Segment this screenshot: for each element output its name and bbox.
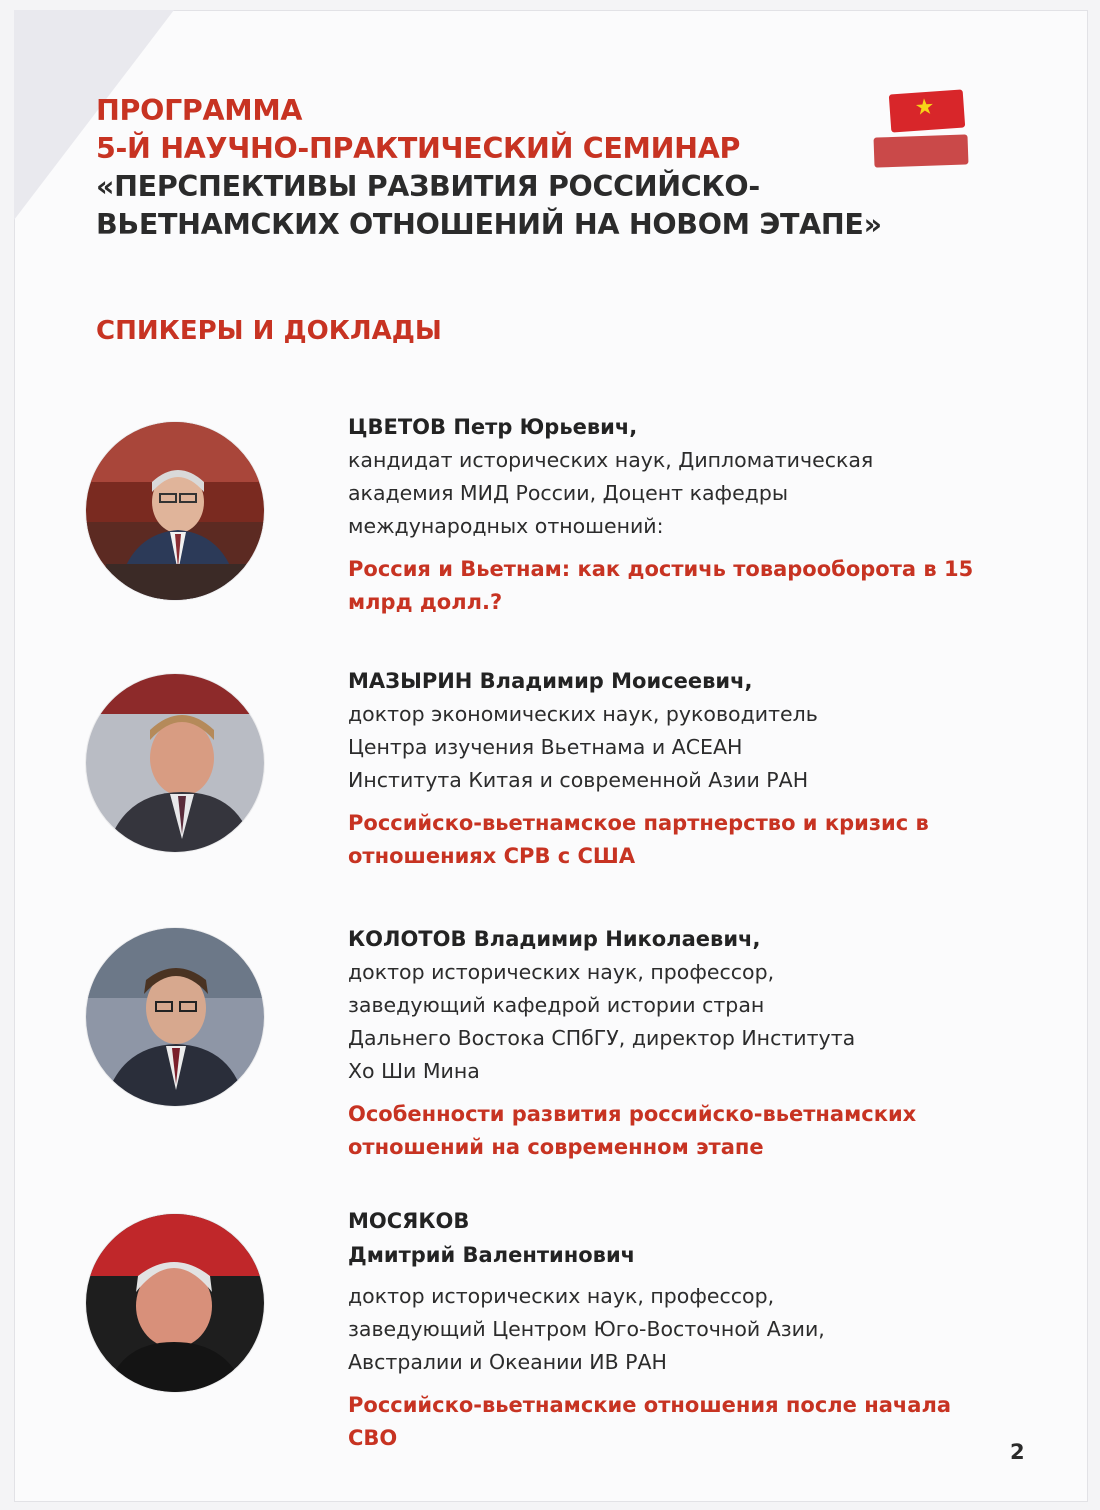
portrait-image <box>86 928 264 1106</box>
program-header <box>96 92 1026 244</box>
speaker-name: МАЗЫРИН Владимир Моисеевич, <box>348 669 753 693</box>
header-line-title-1: «ПЕРСПЕКТИВЫ РАЗВИТИЯ РОССИЙСКО- <box>96 170 760 203</box>
speaker-info <box>348 410 1028 619</box>
talk-title-line: отношений на современном этапе <box>348 1135 764 1159</box>
flag-ribbon-icon <box>874 134 969 167</box>
speaker-desc-line: доктор исторических наук, профессор, <box>348 960 775 984</box>
speaker-desc-line: Центра изучения Вьетнама и АСЕАН <box>348 735 743 759</box>
talk-title-line: млрд долл.? <box>348 590 503 614</box>
header-line-program: ПРОГРАММА <box>96 94 303 127</box>
talk-title <box>348 553 1028 619</box>
speaker-name: МОСЯКОВ <box>348 1209 470 1233</box>
speaker-name: ЦВЕТОВ Петр Юрьевич, <box>348 415 638 439</box>
speaker-info <box>348 1204 1028 1455</box>
talk-title-line: отношениях СРВ с США <box>348 844 636 868</box>
portrait-image <box>86 422 264 600</box>
speaker-desc-line: академия МИД России, Доцент кафедры <box>348 481 789 505</box>
speaker-desc-line: доктор экономических наук, руководитель <box>348 702 818 726</box>
speaker-desc-line: Хо Ши Мина <box>348 1059 480 1083</box>
speaker-desc-line: международных отношений: <box>348 514 664 538</box>
speaker-photo <box>86 928 264 1106</box>
talk-title-line: Россия и Вьетнам: как достичь товарооборота в 15 <box>348 557 974 581</box>
page-number: 2 <box>1010 1440 1025 1464</box>
speaker-desc-line: кандидат исторических наук, Дипломатическая <box>348 448 874 472</box>
vietnam-flag-icon <box>889 89 965 132</box>
speaker-name: КОЛОТОВ Владимир Николаевич, <box>348 927 761 951</box>
speaker-info <box>348 922 1028 1164</box>
talk-title <box>348 1389 1028 1455</box>
speaker-name: Дмитрий Валентинович <box>348 1243 636 1267</box>
speaker-desc-line: Института Китая и современной Азии РАН <box>348 768 809 792</box>
speaker-desc-line: заведующий кафедрой истории стран <box>348 993 765 1017</box>
star-icon: ★ <box>913 94 936 121</box>
portrait-image <box>86 674 264 852</box>
talk-title-line: Особенности развития российско-вьетнамских <box>348 1102 917 1126</box>
speaker-desc-line: доктор исторических наук, профессор, <box>348 1284 775 1308</box>
speaker-info <box>348 664 1028 873</box>
section-title: СПИКЕРЫ И ДОКЛАДЫ <box>96 316 442 346</box>
talk-title <box>348 807 1028 873</box>
header-line-seminar: 5-Й НАУЧНО-ПРАКТИЧЕСКИЙ СЕМИНАР <box>96 132 741 165</box>
header-line-title-2: ВЬЕТНАМСКИХ ОТНОШЕНИЙ НА НОВОМ ЭТАПЕ» <box>96 208 882 241</box>
speaker-photo <box>86 674 264 852</box>
talk-title <box>348 1098 1028 1164</box>
talk-title-line: СВО <box>348 1426 398 1450</box>
talk-title-line: Российско-вьетнамские отношения после начала <box>348 1393 952 1417</box>
speaker-photo <box>86 422 264 600</box>
speaker-desc-line: заведующий Центром Юго-Восточной Азии, <box>348 1317 825 1341</box>
speaker-photo <box>86 1214 264 1392</box>
portrait-image <box>86 1214 264 1392</box>
speaker-desc-line: Австралии и Океании ИВ РАН <box>348 1350 667 1374</box>
talk-title-line: Российско-вьетнамское партнерство и кризис в <box>348 811 929 835</box>
speaker-desc-line: Дальнего Востока СПбГУ, директор Института <box>348 1026 856 1050</box>
